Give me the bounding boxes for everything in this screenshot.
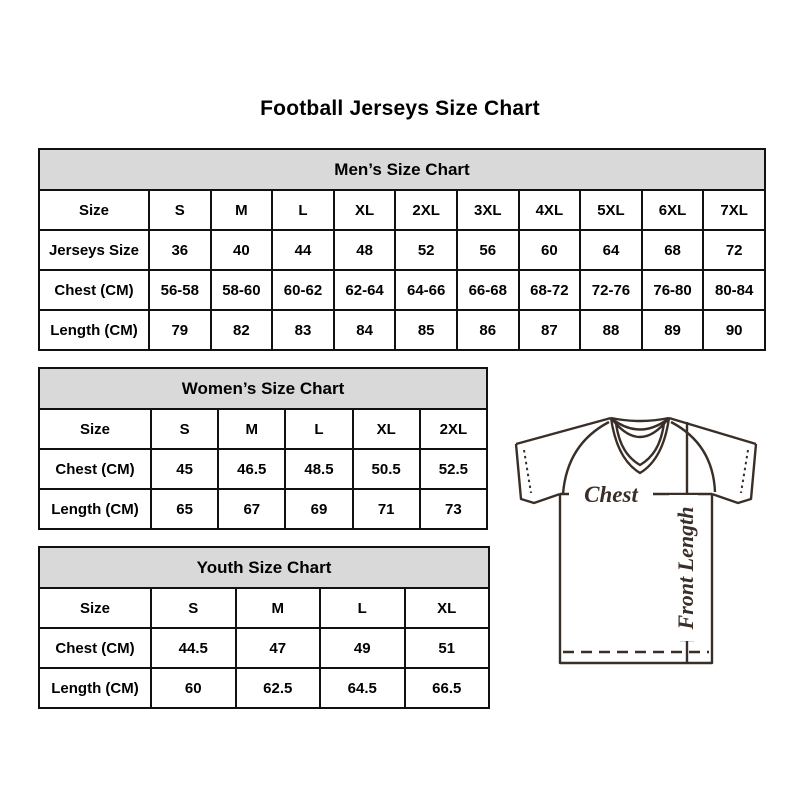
table-cell: 51 <box>405 628 490 668</box>
table-cell: XL <box>405 588 490 628</box>
table-row <box>39 588 489 628</box>
youth-size-table <box>38 546 490 709</box>
page-title: Football Jerseys Size Chart <box>260 97 540 120</box>
table-cell: 58-60 <box>211 270 273 310</box>
table-cell: 48 <box>334 230 396 270</box>
table-title: Youth Size Chart <box>39 547 489 588</box>
table-row <box>39 628 489 668</box>
table-cell: 60-62 <box>272 270 334 310</box>
table-cell: 90 <box>703 310 765 350</box>
table-cell: 71 <box>353 489 420 529</box>
row-header-cell: Size <box>39 190 149 230</box>
table-cell: 60 <box>519 230 581 270</box>
table-cell: 68-72 <box>519 270 581 310</box>
table-cell: 44 <box>272 230 334 270</box>
table-cell: 64.5 <box>320 668 405 708</box>
table-cell: 45 <box>151 449 218 489</box>
table-cell: 79 <box>149 310 211 350</box>
table-cell: 5XL <box>580 190 642 230</box>
table-cell: 69 <box>285 489 352 529</box>
womens-size-table <box>38 367 488 530</box>
table-cell: XL <box>353 409 420 449</box>
table-cell: M <box>236 588 321 628</box>
table-cell: 88 <box>580 310 642 350</box>
table-cell: 62-64 <box>334 270 396 310</box>
row-header-cell: Size <box>39 409 151 449</box>
table-cell: L <box>320 588 405 628</box>
table-cell: 52 <box>395 230 457 270</box>
table-row <box>39 310 765 350</box>
table-cell: L <box>272 190 334 230</box>
table-cell: 48.5 <box>285 449 352 489</box>
table-cell: 56 <box>457 230 519 270</box>
table-cell: 36 <box>149 230 211 270</box>
table-cell: 40 <box>211 230 273 270</box>
table-cell: M <box>218 409 285 449</box>
table-row <box>39 449 487 489</box>
table-cell: 76-80 <box>642 270 704 310</box>
table-row <box>39 489 487 529</box>
jersey-measurement-diagram <box>505 400 775 700</box>
table-cell: 6XL <box>642 190 704 230</box>
table-cell: 72 <box>703 230 765 270</box>
table-cell: 72-76 <box>580 270 642 310</box>
table-cell: 62.5 <box>236 668 321 708</box>
table-cell: M <box>211 190 273 230</box>
table-cell: 52.5 <box>420 449 487 489</box>
table-cell: 85 <box>395 310 457 350</box>
table-row <box>39 668 489 708</box>
row-header-cell: Chest (CM) <box>39 270 149 310</box>
table-cell: 2XL <box>420 409 487 449</box>
table-cell: 60 <box>151 668 236 708</box>
table-row <box>39 409 487 449</box>
table-cell: XL <box>334 190 396 230</box>
row-header-cell: Jerseys Size <box>39 230 149 270</box>
table-cell: 65 <box>151 489 218 529</box>
table-cell: 82 <box>211 310 273 350</box>
table-cell: 49 <box>320 628 405 668</box>
table-title: Men’s Size Chart <box>39 149 765 190</box>
jersey-outline-icon <box>516 418 756 663</box>
table-title-row <box>39 368 487 409</box>
table-cell: 47 <box>236 628 321 668</box>
table-title: Women’s Size Chart <box>39 368 487 409</box>
table-cell: S <box>149 190 211 230</box>
table-cell: 73 <box>420 489 487 529</box>
row-header-cell: Length (CM) <box>39 489 151 529</box>
table-row <box>39 190 765 230</box>
row-header-cell: Chest (CM) <box>39 628 151 668</box>
row-header-cell: Chest (CM) <box>39 449 151 489</box>
table-cell: 64 <box>580 230 642 270</box>
table-cell: 86 <box>457 310 519 350</box>
front-length-label: Front Length <box>673 506 698 630</box>
table-cell: 64-66 <box>395 270 457 310</box>
table-cell: 66.5 <box>405 668 490 708</box>
table-cell: 56-58 <box>149 270 211 310</box>
table-cell: S <box>151 409 218 449</box>
table-row <box>39 230 765 270</box>
chest-label: Chest <box>584 482 638 507</box>
row-header-cell: Length (CM) <box>39 310 149 350</box>
table-cell: 46.5 <box>218 449 285 489</box>
table-cell: 66-68 <box>457 270 519 310</box>
table-cell: 7XL <box>703 190 765 230</box>
row-header-cell: Length (CM) <box>39 668 151 708</box>
row-header-cell: Size <box>39 588 151 628</box>
table-cell: 89 <box>642 310 704 350</box>
table-cell: 67 <box>218 489 285 529</box>
table-cell: 44.5 <box>151 628 236 668</box>
table-cell: 68 <box>642 230 704 270</box>
table-cell: S <box>151 588 236 628</box>
table-row <box>39 270 765 310</box>
mens-size-table <box>38 148 766 351</box>
table-cell: 83 <box>272 310 334 350</box>
table-cell: 84 <box>334 310 396 350</box>
table-cell: 50.5 <box>353 449 420 489</box>
table-cell: 87 <box>519 310 581 350</box>
table-cell: 3XL <box>457 190 519 230</box>
table-title-row <box>39 547 489 588</box>
table-title-row <box>39 149 765 190</box>
table-cell: L <box>285 409 352 449</box>
table-cell: 4XL <box>519 190 581 230</box>
table-cell: 2XL <box>395 190 457 230</box>
table-cell: 80-84 <box>703 270 765 310</box>
